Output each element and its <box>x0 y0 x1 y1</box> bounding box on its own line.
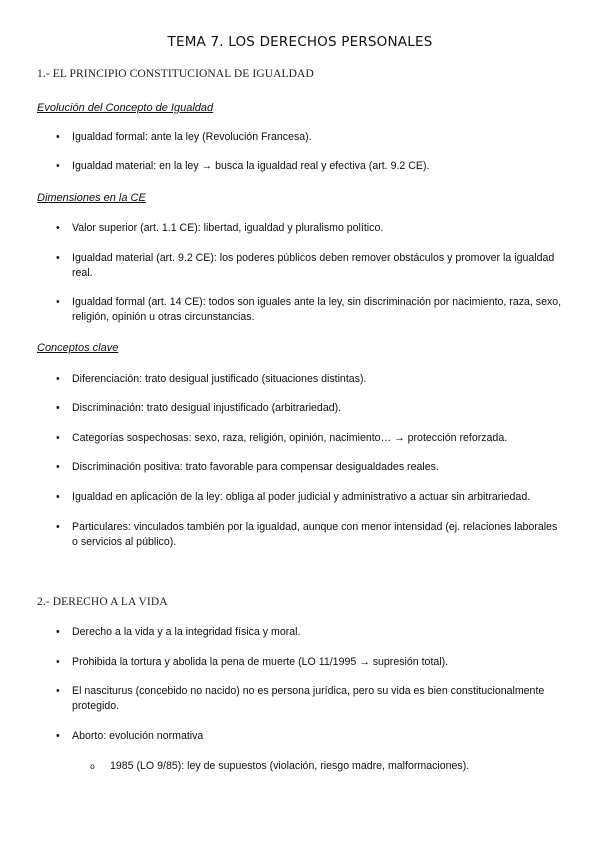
sub-list-item <box>90 759 570 774</box>
list-item-text: Derecho a la vida y a la integridad física y moral. <box>72 626 301 638</box>
list-item-text: Categorías sospechosas: sexo, raza, religión, opinión, nacimiento… → protección reforzada. <box>72 432 508 444</box>
page-title: TEMA 7. LOS DERECHOS PERSONALES <box>167 34 433 50</box>
bullet-icon: • <box>56 296 60 308</box>
subheading-conceptos: Conceptos clave <box>37 342 119 354</box>
list-item <box>56 221 566 236</box>
list-item <box>56 401 566 416</box>
sub-list-item-text: 1985 (LO 9/85): ley de supuestos (violación, riesgo madre, malformaciones). <box>110 760 470 772</box>
bullet-icon: • <box>56 461 60 473</box>
bullet-icon: • <box>56 252 60 264</box>
bullet-icon: • <box>56 402 60 414</box>
list-item-text: Particulares: vinculados también por la igualdad, aunque con menor intensidad (ej. relaciones laborales o servicios al público). <box>72 521 558 548</box>
subheading-evolucion: Evolución del Concepto de Igualdad <box>37 102 214 114</box>
list-item <box>56 159 566 174</box>
list-item <box>56 490 566 505</box>
list-item <box>56 431 566 446</box>
list-item-text: Aborto: evolución normativa <box>72 730 204 742</box>
bullet-icon: • <box>56 491 60 503</box>
list-item-text: Igualdad formal: ante la ley (Revolución Francesa). <box>72 131 312 143</box>
list-item <box>56 372 566 387</box>
list-item <box>56 520 566 550</box>
bullet-icon: • <box>56 685 60 697</box>
list-item-text: Igualdad en aplicación de la ley: obliga al poder judicial y administrativo a actuar sin arbitrariedad. <box>72 491 531 503</box>
bullet-icon: • <box>56 432 60 444</box>
list-item <box>56 729 566 744</box>
list-item-text: Igualdad formal (art. 14 CE): todos son iguales ante la ley, sin discriminación por nacimiento, raza, sexo, religión, opinión u otras circunstancias. <box>72 296 562 323</box>
list-item-text: Igualdad material (art. 9.2 CE): los poderes públicos deben remover obstáculos y promover la igualdad real. <box>72 252 555 279</box>
list-item-text: Igualdad material: en la ley → busca la igualdad real y efectiva (art. 9.2 CE). <box>72 160 430 172</box>
bullet-icon: • <box>56 131 60 143</box>
list-item-text: Discriminación positiva: trato favorable para compensar desigualdades reales. <box>72 461 439 473</box>
list-item <box>56 295 566 325</box>
section-heading-igualdad: 1.- EL PRINCIPIO CONSTITUCIONAL DE IGUALDAD <box>37 68 314 80</box>
bullet-icon: • <box>56 730 60 742</box>
list-item <box>56 460 566 475</box>
list-item <box>56 251 566 281</box>
section-heading-vida: 2.- DERECHO A LA VIDA <box>37 596 168 608</box>
subheading-dimensiones: Dimensiones en la CE <box>37 192 146 204</box>
list-item-text: El nasciturus (concebido no nacido) no es persona jurídica, pero su vida es bien constitucionalmente protegido. <box>72 685 545 712</box>
bullet-icon: • <box>56 521 60 533</box>
list-item <box>56 625 566 640</box>
list-item <box>56 684 566 714</box>
list-item <box>56 130 566 145</box>
list-item <box>56 655 566 670</box>
list-item-text: Valor superior (art. 1.1 CE): libertad, igualdad y pluralismo político. <box>72 222 384 234</box>
list-item-text: Diferenciación: trato desigual justificado (situaciones distintas). <box>72 373 367 385</box>
bullet-icon: • <box>56 160 60 172</box>
bullet-icon: • <box>56 626 60 638</box>
circle-bullet-icon: o <box>90 762 95 771</box>
bullet-icon: • <box>56 373 60 385</box>
list-item-text: Discriminación: trato desigual injustificado (arbitrariedad). <box>72 402 342 414</box>
bullet-icon: • <box>56 222 60 234</box>
bullet-icon: • <box>56 656 60 668</box>
list-item-text: Prohibida la tortura y abolida la pena de muerte (LO 11/1995 → supresión total). <box>72 656 449 668</box>
